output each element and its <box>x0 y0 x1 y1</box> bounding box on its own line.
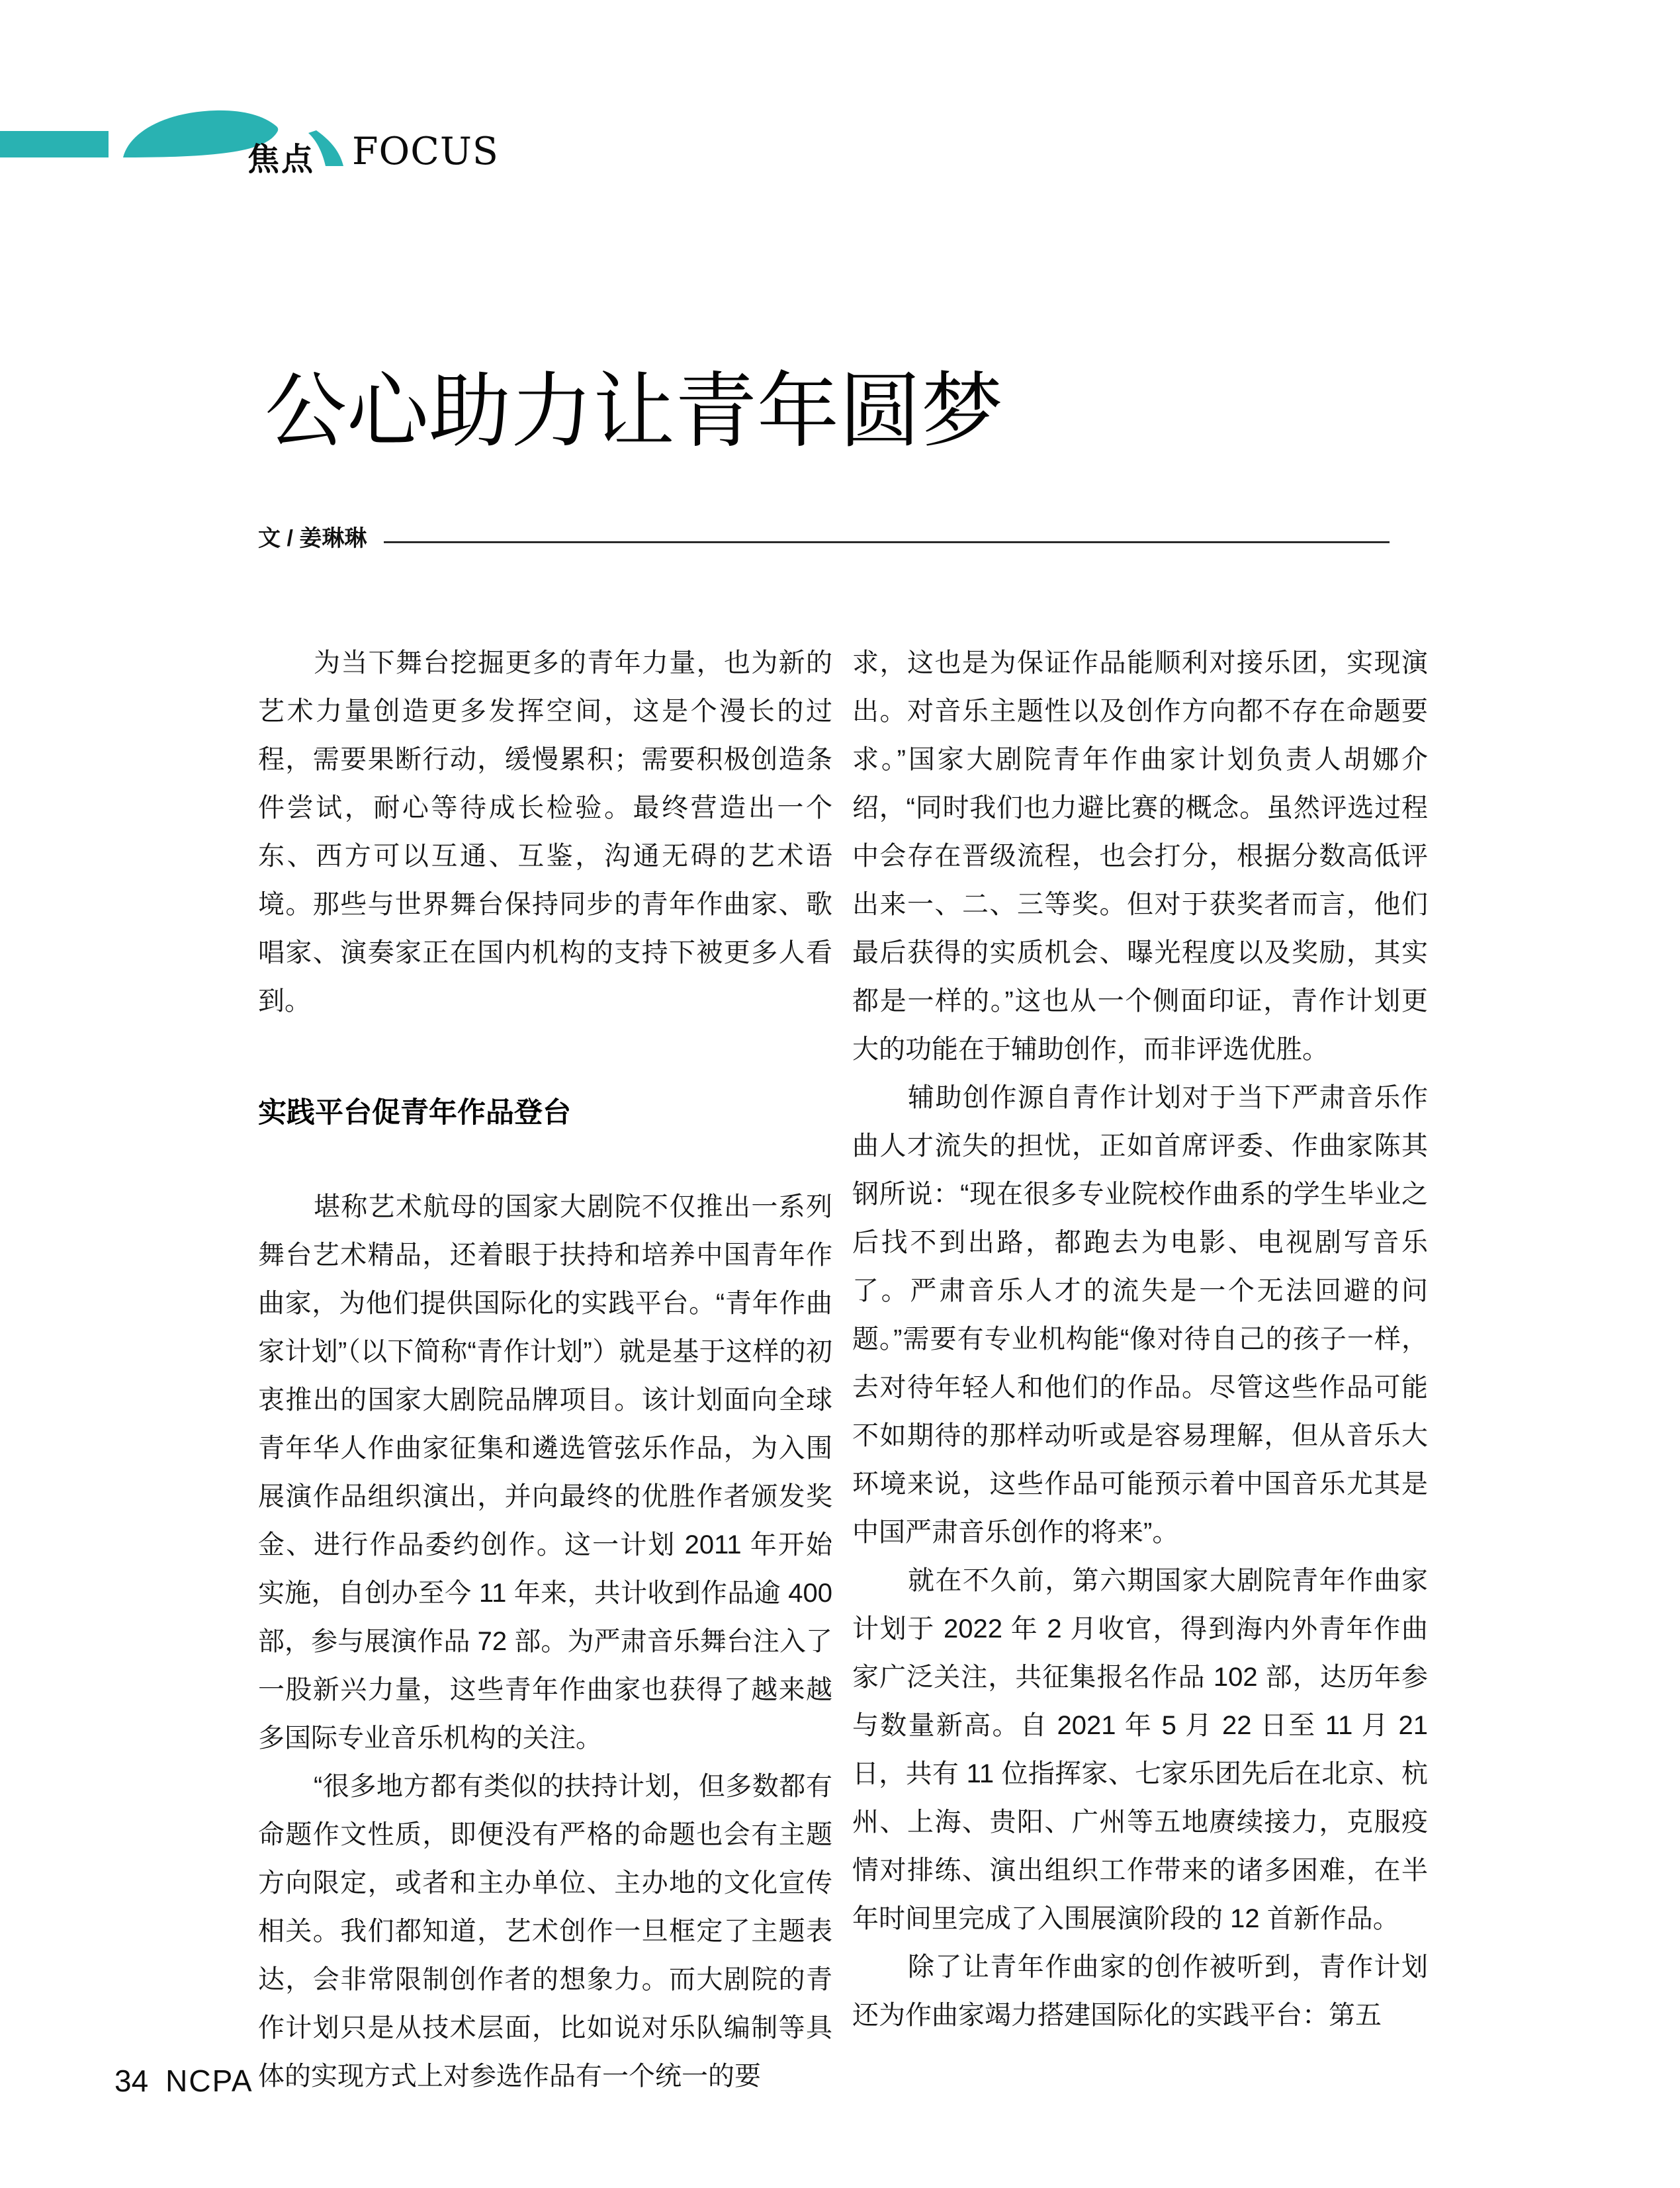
paragraph-4: 辅助创作源自青作计划对于当下严肃音乐作曲人才流失的担忧，正如首席评委、作曲家陈其钢所说：“现在很多专业院校作曲系的学生毕业之后找不到出路，都跑去为电影、电视剧写音乐了。严肃音乐人才的流失是一个无法回避的问题。”需要有专业机构能“像对待自己的孩子一样，去对待年轻人和他们的作品。尽管这些作品可能不如期待的那样动听或是容易理解，但从音乐大环境来说，这些作品可能预示着中国音乐尤其是中国严肃音乐创作的将来”。 <box>852 1083 1428 1547</box>
article-title: 公心助力让青年圆梦 <box>265 364 1004 459</box>
section-label-en: FOCUS <box>352 130 499 173</box>
page-footer <box>114 2063 253 2099</box>
byline-rule <box>384 541 1390 543</box>
header-bar <box>0 131 109 157</box>
paragraph-3: “很多地方都有类似的扶持计划，但多数都有命题作文性质，即便没有严格的命题也会有主题方向限定，或者和主办单位、主办地的文化宣传相关。我们都知道，艺术创作一旦框定了主题表达，会非常限制创作者的想象力。而大剧院的青作计划只是从技术层面，比如说对乐队编制等具体的实现方式上对参选作品有一个统一的要 <box>258 1772 832 2091</box>
paragraph-5: 就在不久前，第六期国家大剧院青年作曲家计划于 2022 年 2 月收官，得到海内外青年作曲家广泛关注，共征集报名作品 102 部，达历年参与数量新高。自 2021 年 5 月 22 日至 11 月 21 日，共有 11 位指挥家、七家乐团先后在北京、杭州、上海、贵阳、广州等五地赓续接力，克服疫情对排练、演出组织工作带来的诸多困难，在半年时间里完成了入围展演阶段的 12 首新作品。 <box>852 1566 1428 1933</box>
left-column <box>258 639 832 2101</box>
paragraph-3-continued: 求，这也是为保证作品能顺利对接乐团，实现演出。对音乐主题性以及创作方向都不存在命题要求。”国家大剧院青年作曲家计划负责人胡娜介绍，“同时我们也力避比赛的概念。虽然评选过程中会存在晋级流程，也会打分，根据分数高低评出来一、二、三等奖。但对于获奖者而言，他们最后获得的实质机会、曝光程度以及奖励，其实都是一样的。”这也从一个侧面印证，青作计划更大的功能在于辅助创作，而非评选优胜。 <box>852 648 1428 1064</box>
page-number: 34 <box>114 2064 149 2098</box>
journal-name: NCPA <box>165 2064 253 2098</box>
paragraph-6: 除了让青年作曲家的创作被听到，青作计划还为作曲家竭力搭建国际化的实践平台：第五 <box>852 1952 1428 2030</box>
section-heading: 实践平台促青年作品登台 <box>258 1097 571 1129</box>
paragraph-1: 为当下舞台挖掘更多的青年力量，也为新的艺术力量创造更多发挥空间，这是个漫长的过程，需要果断行动，缓慢累积；需要积极创造条件尝试，耐心等待成长检验。最终营造出一个东、西方可以互通、互鉴，沟通无碍的艺术语境。那些与世界舞台保持同步的青年作曲家、歌唱家、演奏家正在国内机构的支持下被更多人看到。 <box>258 648 832 1016</box>
byline: 文 / 姜琳琳 <box>258 526 367 551</box>
right-column <box>852 639 1428 2040</box>
paragraph-2: 堪称艺术航母的国家大剧院不仅推出一系列舞台艺术精品，还着眼于扶持和培养中国青年作曲家，为他们提供国际化的实践平台。“青年作曲家计划”（以下简称“青作计划”）就是基于这样的初衷推出的国家大剧院品牌项目。该计划面向全球青年华人作曲家征集和遴选管弦乐作品，为入围展演作品组织演出，并向最终的优胜作者颁发奖金、进行作品委约创作。这一计划 2011 年开始实施，自创办至今 11 年来，共计收到作品逾 400 部，参与展演作品 72 部。为严肃音乐舞台注入了一股新兴力量，这些青年作曲家也获得了越来越多国际专业音乐机构的关注。 <box>258 1192 832 1753</box>
section-label-cn: 焦点 <box>247 142 316 177</box>
